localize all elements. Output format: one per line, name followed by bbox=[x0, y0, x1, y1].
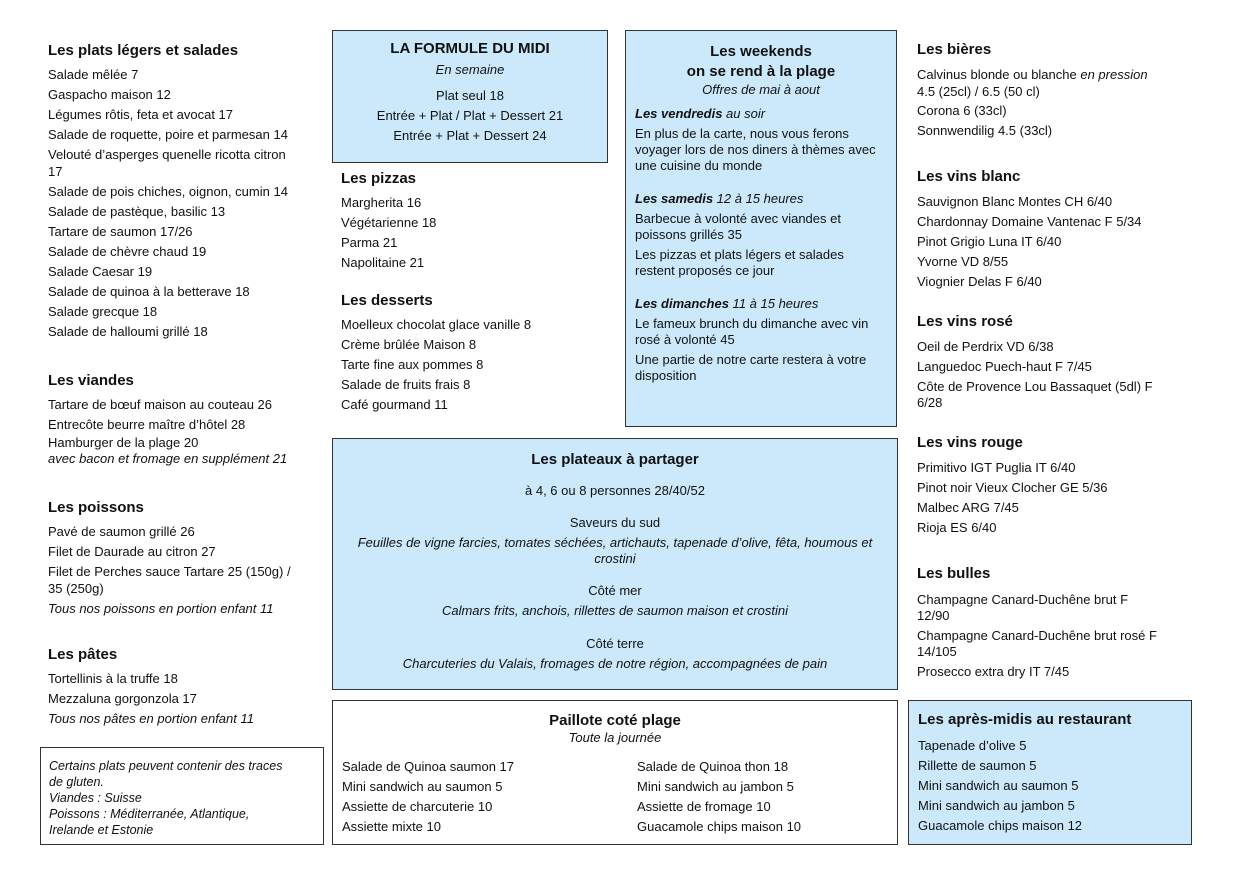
desc-line: disposition bbox=[635, 368, 697, 383]
notice-line: Irelande et Estonie bbox=[49, 823, 154, 837]
desc-line: Feuilles de vigne farcies, tomates séchées, artichauts, tapenade d’olive, fêta, houmous et bbox=[357, 535, 873, 550]
menu-item: Mini sandwich au jambon 5 bbox=[918, 798, 1075, 813]
desc-line: une cuisine du monde bbox=[635, 158, 763, 173]
menu-item: Malbec ARG 7/45 bbox=[917, 500, 1019, 515]
menu-item: Salade de fruits frais 8 bbox=[341, 377, 471, 392]
menu-item: Café gourmand 11 bbox=[341, 397, 448, 412]
menu-item: Tartare de bœuf maison au couteau 26 bbox=[48, 397, 273, 412]
menu-item: Salade de Quinoa thon 18 bbox=[637, 759, 789, 774]
section-vins-blanc bbox=[917, 168, 1187, 292]
menu-item: Pinot noir Vieux Clocher GE 5/36 bbox=[917, 480, 1108, 495]
beer-note: en pression bbox=[1080, 67, 1148, 82]
menu-item bbox=[48, 145, 323, 182]
formule-item: Entrée + Plat / Plat + Dessert 21 bbox=[376, 108, 564, 123]
desc-line: crostini bbox=[594, 551, 636, 566]
menu-item: Sonnwendilig 4.5 (33cl) bbox=[917, 123, 1053, 138]
weekend-desc bbox=[635, 247, 887, 279]
weekend-day-heading bbox=[635, 106, 887, 122]
menu-item: Oeil de Perdrix VD 6/38 bbox=[917, 339, 1054, 354]
section-bieres bbox=[917, 41, 1187, 141]
formule-item: Entrée + Plat + Dessert 24 bbox=[393, 128, 547, 143]
menu-item: Prosecco extra dry IT 7/45 bbox=[917, 664, 1070, 679]
menu-item-line: Champagne Canard-Duchêne brut F bbox=[917, 592, 1129, 607]
menu-item: Rioja ES 6/40 bbox=[917, 520, 997, 535]
menu-item: Corona 6 (33cl) bbox=[917, 103, 1007, 118]
plateau-desc: Charcuteries du Valais, fromages de notre région, accompagnées de pain bbox=[402, 656, 828, 671]
notice-line: de gluten. bbox=[49, 775, 104, 789]
menu-item: Tortellinis à la truffe 18 bbox=[48, 671, 178, 686]
menu-item-line: Velouté d’asperges quenelle ricotta citron bbox=[48, 147, 286, 162]
menu-item: Mini sandwich au jambon 5 bbox=[637, 779, 794, 794]
formule-title: LA FORMULE DU MIDI bbox=[390, 40, 550, 57]
menu-item: Guacamole chips maison 10 bbox=[637, 819, 802, 834]
section-title: Les viandes bbox=[48, 372, 134, 389]
menu-item: Moelleux chocolat glace vanille 8 bbox=[341, 317, 532, 332]
paillote-subtitle: Toute la journée bbox=[568, 730, 662, 745]
plateau-name: Côté terre bbox=[586, 636, 644, 651]
menu-note: Tous nos poissons en portion enfant 11 bbox=[48, 601, 274, 616]
section-vins-rouge bbox=[917, 434, 1187, 538]
section-title: Les vins rouge bbox=[917, 434, 1023, 451]
menu-item: Salade de pois chiches, oignon, cumin 14 bbox=[48, 184, 288, 199]
paillote-box bbox=[332, 700, 898, 845]
plateaux-persons: à 4, 6 ou 8 personnes 28/40/52 bbox=[525, 483, 705, 498]
menu-item-line: 12/90 bbox=[917, 608, 950, 623]
menu-item: Napolitaine 21 bbox=[341, 255, 425, 270]
menu-item: Margherita 16 bbox=[341, 195, 422, 210]
plateaux-box bbox=[332, 438, 898, 690]
desc-line: voyager lors de nos diners à thèmes avec bbox=[635, 142, 876, 157]
menu-item: Salade de pastèque, basilic 13 bbox=[48, 204, 226, 219]
day-label: Les vendredis bbox=[635, 106, 723, 121]
section-title: Les pâtes bbox=[48, 646, 118, 663]
menu-item: Végétarienne 18 bbox=[341, 215, 437, 230]
menu-item: Salade de halloumi grillé 18 bbox=[48, 324, 208, 339]
menu-item: Rillette de saumon 5 bbox=[918, 758, 1037, 773]
menu-item: Assiette de fromage 10 bbox=[637, 799, 771, 814]
desc-line: En plus de la carte, nous vous ferons bbox=[635, 126, 849, 141]
menu-item: Viognier Delas F 6/40 bbox=[917, 274, 1042, 289]
plateaux-title: Les plateaux à partager bbox=[531, 451, 699, 468]
menu-item: Salade de roquette, poire et parmesan 14 bbox=[48, 127, 288, 142]
section-vins-rose bbox=[917, 313, 1187, 411]
section-title: Les poissons bbox=[48, 499, 144, 516]
desc-line: Le fameux brunch du dimanche avec vin bbox=[635, 316, 869, 331]
menu-item: Gaspacho maison 12 bbox=[48, 87, 171, 102]
desc-line: restent proposés ce jour bbox=[635, 263, 775, 278]
menu-item: Pavé de saumon grillé 26 bbox=[48, 524, 195, 539]
plateau-name: Saveurs du sud bbox=[569, 515, 661, 530]
menu-item: Languedoc Puech-haut F 7/45 bbox=[917, 359, 1092, 374]
menu-item: Tapenade d’olive 5 bbox=[918, 738, 1027, 753]
menu-note: avec bacon et fromage en supplément 21 bbox=[48, 451, 288, 466]
menu-item: Légumes rôtis, feta et avocat 17 bbox=[48, 107, 233, 122]
menu-item: Salade de Quinoa saumon 17 bbox=[342, 759, 515, 774]
menu-item-line: 6/28 bbox=[917, 395, 943, 410]
menu-item-line: Filet de Perches sauce Tartare 25 (150g) / bbox=[48, 564, 291, 579]
menu-item: Crème brûlée Maison 8 bbox=[341, 337, 477, 352]
desc-line: poissons grillés 35 bbox=[635, 227, 742, 242]
weekends-title: on se rend à la plage bbox=[686, 63, 836, 80]
menu-item: Yvorne VD 8/55 bbox=[917, 254, 1009, 269]
section-title: Les pizzas bbox=[341, 170, 417, 187]
plateau-desc: Calmars frits, anchois, rillettes de saumon maison et crostini bbox=[441, 603, 789, 618]
day-time: 11 à 15 heures bbox=[728, 296, 819, 311]
formule-midi-box bbox=[332, 30, 608, 163]
apres-midi-box bbox=[908, 700, 1192, 845]
menu-item: Chardonnay Domaine Vantenac F 5/34 bbox=[917, 214, 1142, 229]
menu-item: Tartare de saumon 17/26 bbox=[48, 224, 193, 239]
paillote-list-left bbox=[342, 757, 622, 837]
weekends-subtitle: Offres de mai à aout bbox=[702, 82, 820, 97]
weekend-day-heading bbox=[635, 296, 887, 312]
menu-item-line: 35 (250g) bbox=[48, 581, 104, 596]
formule-item: Plat seul 18 bbox=[436, 88, 504, 103]
allergen-notice bbox=[40, 747, 324, 845]
menu-item bbox=[917, 377, 1187, 411]
menu-item: Primitivo IGT Puglia IT 6/40 bbox=[917, 460, 1076, 475]
apres-midi-title: Les après-midis au restaurant bbox=[918, 711, 1132, 728]
menu-item: Salade de quinoa à la betterave 18 bbox=[48, 284, 250, 299]
menu-note: Tous nos pâtes en portion enfant 11 bbox=[48, 711, 254, 726]
menu-item: Salade grecque 18 bbox=[48, 304, 158, 319]
menu-item: Entrecôte beurre maître d’hôtel 28 bbox=[48, 417, 246, 432]
formule-subtitle: En semaine bbox=[435, 62, 505, 77]
menu-item bbox=[917, 592, 1187, 624]
weekend-desc bbox=[635, 352, 887, 384]
section-title: Les desserts bbox=[341, 292, 433, 309]
menu-item: Pinot Grigio Luna IT 6/40 bbox=[917, 234, 1062, 249]
notice-line: Poissons : Méditerranée, Atlantique, bbox=[49, 807, 250, 821]
menu-item-line: Champagne Canard-Duchêne brut rosé F bbox=[917, 628, 1157, 643]
weekend-desc bbox=[635, 126, 887, 174]
day-time: 12 à 15 heures bbox=[713, 191, 804, 206]
section-title: Les bières bbox=[917, 41, 992, 58]
section-pates bbox=[48, 646, 323, 729]
desc-line: Barbecue à volonté avec viandes et bbox=[635, 211, 841, 226]
day-label: Les samedis bbox=[635, 191, 714, 206]
section-poissons bbox=[48, 499, 323, 619]
day-time: au soir bbox=[722, 106, 766, 121]
section-viandes bbox=[48, 372, 323, 467]
menu-item-line: Côte de Provence Lou Bassaquet (5dl) F bbox=[917, 379, 1153, 394]
weekends-title: Les weekends bbox=[710, 43, 812, 60]
menu-item: Mini sandwich au saumon 5 bbox=[918, 778, 1079, 793]
weekends-box bbox=[625, 30, 897, 427]
paillote-title: Paillote coté plage bbox=[549, 712, 681, 729]
notice-line: Viandes : Suisse bbox=[49, 791, 142, 805]
menu-item: Hamburger de la plage 20 bbox=[48, 435, 199, 450]
menu-item: Tarte fine aux pommes 8 bbox=[341, 357, 484, 372]
menu-item: Sauvignon Blanc Montes CH 6/40 bbox=[917, 194, 1113, 209]
weekend-day-heading bbox=[635, 191, 887, 207]
menu-item: 4.5 (25cl) / 6.5 (50 cl) bbox=[917, 84, 1040, 99]
menu-item bbox=[917, 67, 1187, 83]
menu-item: Assiette de charcuterie 10 bbox=[342, 799, 493, 814]
menu-item bbox=[917, 628, 1187, 660]
section-title: Les bulles bbox=[917, 565, 991, 582]
menu-item: Assiette mixte 10 bbox=[342, 819, 441, 834]
menu-item: Salade Caesar 19 bbox=[48, 264, 153, 279]
weekend-desc bbox=[635, 211, 887, 243]
section-title: Les vins rosé bbox=[917, 313, 1013, 330]
menu-item: Parma 21 bbox=[341, 235, 398, 250]
plateau-name: Côté mer bbox=[588, 583, 642, 598]
notice-line: Certains plats peuvent contenir des traces bbox=[49, 759, 283, 773]
desc-line: Les pizzas et plats légers et salades bbox=[635, 247, 844, 262]
menu-item: Guacamole chips maison 12 bbox=[918, 818, 1083, 833]
desc-line: rosé à volonté 45 bbox=[635, 332, 735, 347]
weekend-desc bbox=[635, 316, 887, 348]
menu-item: Mini sandwich au saumon 5 bbox=[342, 779, 503, 794]
section-desserts bbox=[341, 292, 611, 415]
desc-line: Une partie de notre carte restera à votre bbox=[635, 352, 867, 367]
menu-item: Salade de chèvre chaud 19 bbox=[48, 244, 207, 259]
menu-item: Mezzaluna gorgonzola 17 bbox=[48, 691, 197, 706]
section-plats-legers bbox=[48, 42, 323, 342]
section-pizzas bbox=[341, 170, 611, 273]
plateau-desc bbox=[333, 535, 897, 567]
menu-item: Filet de Daurade au citron 27 bbox=[48, 544, 216, 559]
menu-item-line: 17 bbox=[48, 164, 63, 179]
day-label: Les dimanches bbox=[635, 296, 729, 311]
menu-item: Salade mêlée 7 bbox=[48, 67, 139, 82]
paillote-list-right bbox=[637, 757, 887, 837]
menu-item bbox=[48, 562, 323, 597]
section-title: Les plats légers et salades bbox=[48, 42, 239, 59]
beer-name: Calvinus blonde ou blanche bbox=[917, 67, 1081, 82]
section-title: Les vins blanc bbox=[917, 168, 1021, 185]
menu-item-line: 14/105 bbox=[917, 644, 957, 659]
section-bulles bbox=[917, 565, 1187, 681]
